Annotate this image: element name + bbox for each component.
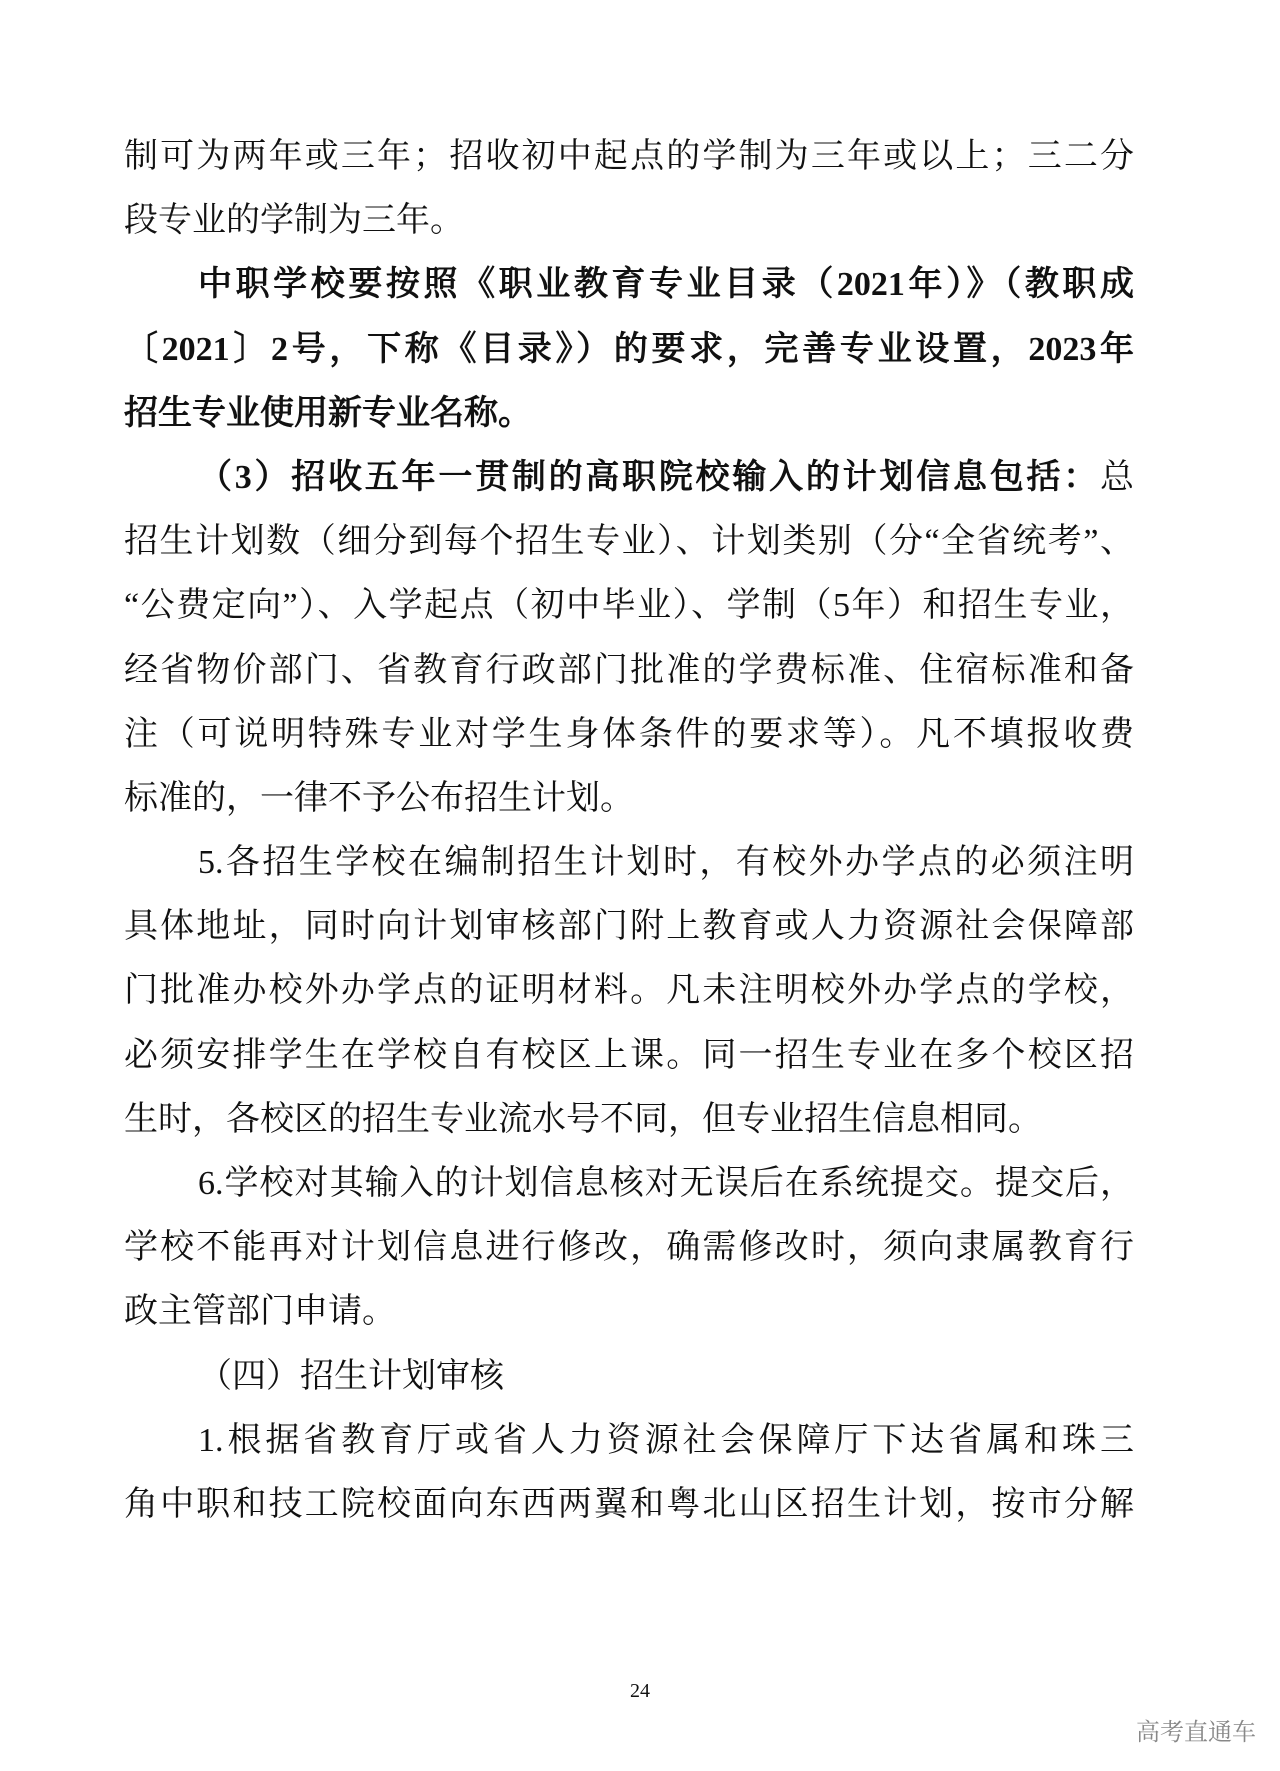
text-span: 总 [1100,458,1134,496]
text-line: 标准的，一律不予公布招生计划。 [124,779,634,817]
page-number: 24 [630,1680,650,1702]
text-line: 1.根据省教育厅或省人力资源社会保障厅下达省属和珠三 [198,1421,1134,1459]
text-line: 角中职和技工院校面向东西两翼和粤北山区招生计划，按市分解 [124,1485,1134,1523]
document-body [124,125,1134,1537]
section-heading: （四）招生计划审核 [198,1357,504,1395]
section-heading: （3）招收五年一贯制的高职院校输入的计划信息包括： [198,458,1100,496]
text-line: 制可为两年或三年；招收初中起点的学制为三年或以上；三二分 [124,138,1134,175]
text-line: 经省物价部门、省教育行政部门批准的学费标准、住宿标准和备 [124,651,1134,689]
text-line: 政主管部门申请。 [124,1293,396,1331]
text-line: 具体地址，同时向计划审核部门附上教育或人力资源社会保障部 [124,908,1134,946]
text-line: 招生专业使用新专业名称。 [124,394,532,432]
text-line: 生时，各校区的招生专业流水号不同，但专业招生信息相同。 [124,1100,1042,1138]
text-line: 必须安排学生在学校自有校区上课。同一招生专业在多个校区招 [124,1036,1134,1074]
text-line [124,446,1134,510]
text-line: “公费定向”）、入学起点（初中毕业）、学制（5年）和招生专业， [124,587,1134,625]
watermark: 高考直通车 [1136,1718,1256,1746]
text-line: 段专业的学制为三年。 [124,202,464,240]
text-line: 招生计划数（细分到每个招生专业）、计划类别（分“全省统考”、 [124,523,1134,561]
text-line: 6.学校对其输入的计划信息核对无误后在系统提交。提交后， [198,1165,1134,1202]
text-line: 5.各招生学校在编制招生计划时，有校外办学点的必须注明 [198,844,1134,882]
text-line: 〔2021〕2号，下称《目录》）的要求，完善专业设置，2023年 [124,330,1134,368]
text-line: 中职学校要按照《职业教育专业目录（2021年）》（教职成 [198,266,1134,304]
text-line: 学校不能再对计划信息进行修改，确需修改时，须向隶属教育行 [124,1229,1134,1267]
text-line: 注（可说明特殊专业对学生身体条件的要求等）。凡不填报收费 [124,715,1134,753]
text-line: 门批准办校外办学点的证明材料。凡未注明校外办学点的学校， [124,972,1134,1010]
